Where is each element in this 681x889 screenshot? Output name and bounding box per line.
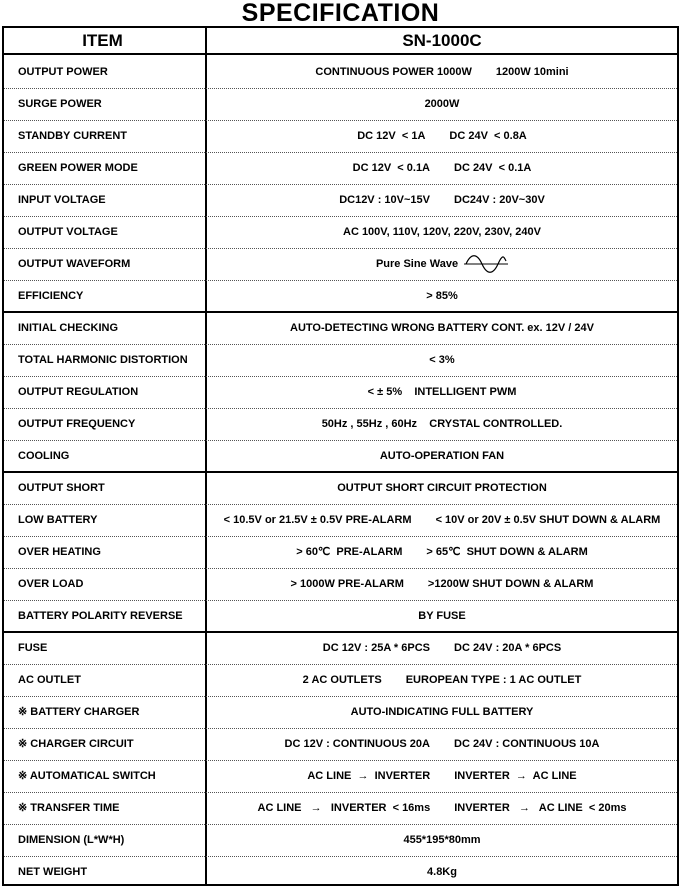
- row-label: OUTPUT REGULATION: [18, 386, 139, 398]
- row-label: EFFICIENCY: [18, 290, 84, 302]
- row-label: STANDBY CURRENT: [18, 130, 127, 142]
- row-value-part: 455*195*80mm: [403, 834, 481, 846]
- row-label: OUTPUT WAVEFORM: [18, 258, 131, 270]
- row-value: [207, 760, 677, 792]
- row-label: ※ BATTERY CHARGER: [18, 706, 140, 718]
- row-value-part: > 1000W PRE-ALARM: [290, 578, 404, 590]
- row-value: [207, 504, 677, 536]
- row-value-part: > 85%: [426, 290, 458, 302]
- row-label: COOLING: [18, 450, 70, 462]
- row-value-part: 50Hz , 55Hz , 60Hz CRYSTAL CONTROLLED.: [321, 418, 563, 430]
- row-value: [207, 152, 677, 184]
- table-row: [4, 696, 677, 728]
- row-label: OVER LOAD: [18, 578, 84, 590]
- row-value-part: DC 12V : CONTINUOUS 20A: [284, 738, 430, 750]
- row-value: [207, 120, 677, 152]
- table-row: [4, 120, 677, 152]
- row-value-part: AUTO-OPERATION FAN: [379, 450, 505, 462]
- row-value-part: AUTO-INDICATING FULL BATTERY: [350, 706, 534, 718]
- row-value-part: DC 24V < 0.8A: [449, 130, 527, 142]
- row-label: ※ TRANSFER TIME: [18, 802, 120, 814]
- row-value-part: > 60℃ PRE-ALARM: [296, 546, 403, 558]
- row-value: [207, 632, 677, 664]
- table-row: [4, 152, 677, 184]
- row-value: [207, 184, 677, 216]
- row-label: OUTPUT SHORT: [18, 482, 105, 494]
- row-label: ※ AUTOMATICAL SWITCH: [18, 770, 156, 782]
- row-value: [207, 440, 677, 472]
- row-value: [207, 664, 677, 696]
- row-label: OUTPUT VOLTAGE: [18, 226, 118, 238]
- table-row: [4, 248, 677, 280]
- table-row: [4, 824, 677, 856]
- row-value-part: INVERTER → AC LINE < 20ms: [454, 802, 627, 814]
- table-row: [4, 56, 677, 88]
- table-row: [4, 344, 677, 376]
- row-value: [207, 600, 677, 632]
- row-label: OUTPUT POWER: [18, 66, 108, 78]
- row-label: INPUT VOLTAGE: [18, 194, 106, 206]
- table-row: [4, 536, 677, 568]
- row-value-part: >1200W SHUT DOWN & ALARM: [427, 578, 594, 590]
- row-label: NET WEIGHT: [18, 866, 88, 878]
- table-row: [4, 856, 677, 888]
- table-row: [4, 664, 677, 696]
- table-row: [4, 312, 677, 344]
- table-row: [4, 792, 677, 824]
- row-value-part: > 65℃ SHUT DOWN & ALARM: [426, 546, 588, 558]
- row-value: [207, 408, 677, 440]
- row-value: [207, 696, 677, 728]
- row-value: [207, 248, 677, 280]
- row-value-part: AC 100V, 110V, 120V, 220V, 230V, 240V: [343, 226, 541, 238]
- row-value-part: 1200W 10mini: [495, 66, 569, 78]
- row-value-part: DC 24V < 0.1A: [454, 162, 532, 174]
- row-value: [207, 792, 677, 824]
- table-header: [2, 28, 677, 55]
- row-value: [207, 216, 677, 248]
- table-row: [4, 408, 677, 440]
- row-value: [207, 312, 677, 344]
- row-value-part: OUTPUT SHORT CIRCUIT PROTECTION: [337, 482, 547, 494]
- row-value: [207, 824, 677, 856]
- table-row: [4, 280, 677, 312]
- row-value-part: < ± 5% INTELLIGENT PWM: [367, 386, 517, 398]
- table-row: [4, 568, 677, 600]
- row-label: GREEN POWER MODE: [18, 162, 138, 174]
- row-value: [207, 376, 677, 408]
- table-row: [4, 600, 677, 632]
- row-value: [207, 728, 677, 760]
- row-label: LOW BATTERY: [18, 514, 98, 526]
- table-row: [4, 504, 677, 536]
- row-label: ※ CHARGER CIRCUIT: [18, 738, 134, 750]
- table-row: [4, 88, 677, 120]
- row-value: [207, 56, 677, 88]
- row-value: [207, 344, 677, 376]
- row-value: [207, 856, 677, 888]
- row-value-part: Pure Sine Wave: [375, 258, 459, 270]
- table-row: [4, 216, 677, 248]
- table-row: [4, 472, 677, 504]
- header-item: ITEM: [82, 31, 123, 50]
- row-value-part: DC 12V < 0.1A: [352, 162, 430, 174]
- row-label: DIMENSION (L*W*H): [18, 834, 125, 846]
- row-value-part: < 10V or 20V ± 0.5V SHUT DOWN & ALARM: [435, 514, 661, 526]
- row-value-part: 4.8Kg: [427, 866, 457, 878]
- row-value-part: DC 12V < 1A: [357, 130, 426, 142]
- row-value-part: EUROPEAN TYPE : 1 AC OUTLET: [405, 674, 582, 686]
- row-value: [207, 568, 677, 600]
- page-title: SPECIFICATION: [241, 0, 440, 27]
- row-value-part: DC 24V : 20A * 6PCS: [454, 642, 562, 654]
- table-row: [4, 376, 677, 408]
- table-row: [4, 632, 677, 664]
- table-row: [4, 184, 677, 216]
- row-value: [207, 280, 677, 312]
- table-row: [4, 440, 677, 472]
- row-label: FUSE: [18, 642, 48, 654]
- row-value-part: DC12V : 10V~15V: [339, 194, 430, 206]
- row-value: [207, 472, 677, 504]
- table-row: [4, 760, 677, 792]
- row-value-part: DC24V : 20V~30V: [454, 194, 545, 206]
- row-value-part: BY FUSE: [418, 610, 466, 622]
- row-value-part: < 10.5V or 21.5V ± 0.5V PRE-ALARM: [223, 514, 412, 526]
- sine-wave-icon: [464, 255, 508, 273]
- row-value-part: < 3%: [429, 354, 455, 366]
- header-model: SN-1000C: [402, 31, 482, 50]
- row-label: SURGE POWER: [18, 98, 102, 110]
- row-label: AC OUTLET: [18, 674, 81, 686]
- table-row: [4, 728, 677, 760]
- row-value-part: AC LINE → INVERTER < 16ms: [257, 802, 431, 814]
- row-value-part: DC 12V : 25A * 6PCS: [322, 642, 430, 654]
- row-label: OUTPUT FREQUENCY: [18, 418, 136, 430]
- row-label: TOTAL HARMONIC DISTORTION: [18, 354, 188, 366]
- row-value-part: DC 24V : CONTINUOUS 10A: [454, 738, 600, 750]
- row-value-part: AC LINE → INVERTER: [307, 770, 431, 782]
- row-value-part: 2 AC OUTLETS: [302, 674, 382, 686]
- row-value-part: CONTINUOUS POWER 1000W: [315, 66, 472, 78]
- row-value: [207, 88, 677, 120]
- row-label: OVER HEATING: [18, 546, 101, 558]
- row-value-part: INVERTER → AC LINE: [454, 770, 577, 782]
- row-value-part: 2000W: [424, 98, 460, 110]
- row-label: INITIAL CHECKING: [18, 322, 119, 334]
- row-value: [207, 536, 677, 568]
- row-value-part: AUTO-DETECTING WRONG BATTERY CONT. ex. 12V / 24V: [290, 322, 594, 334]
- row-label: BATTERY POLARITY REVERSE: [18, 610, 183, 622]
